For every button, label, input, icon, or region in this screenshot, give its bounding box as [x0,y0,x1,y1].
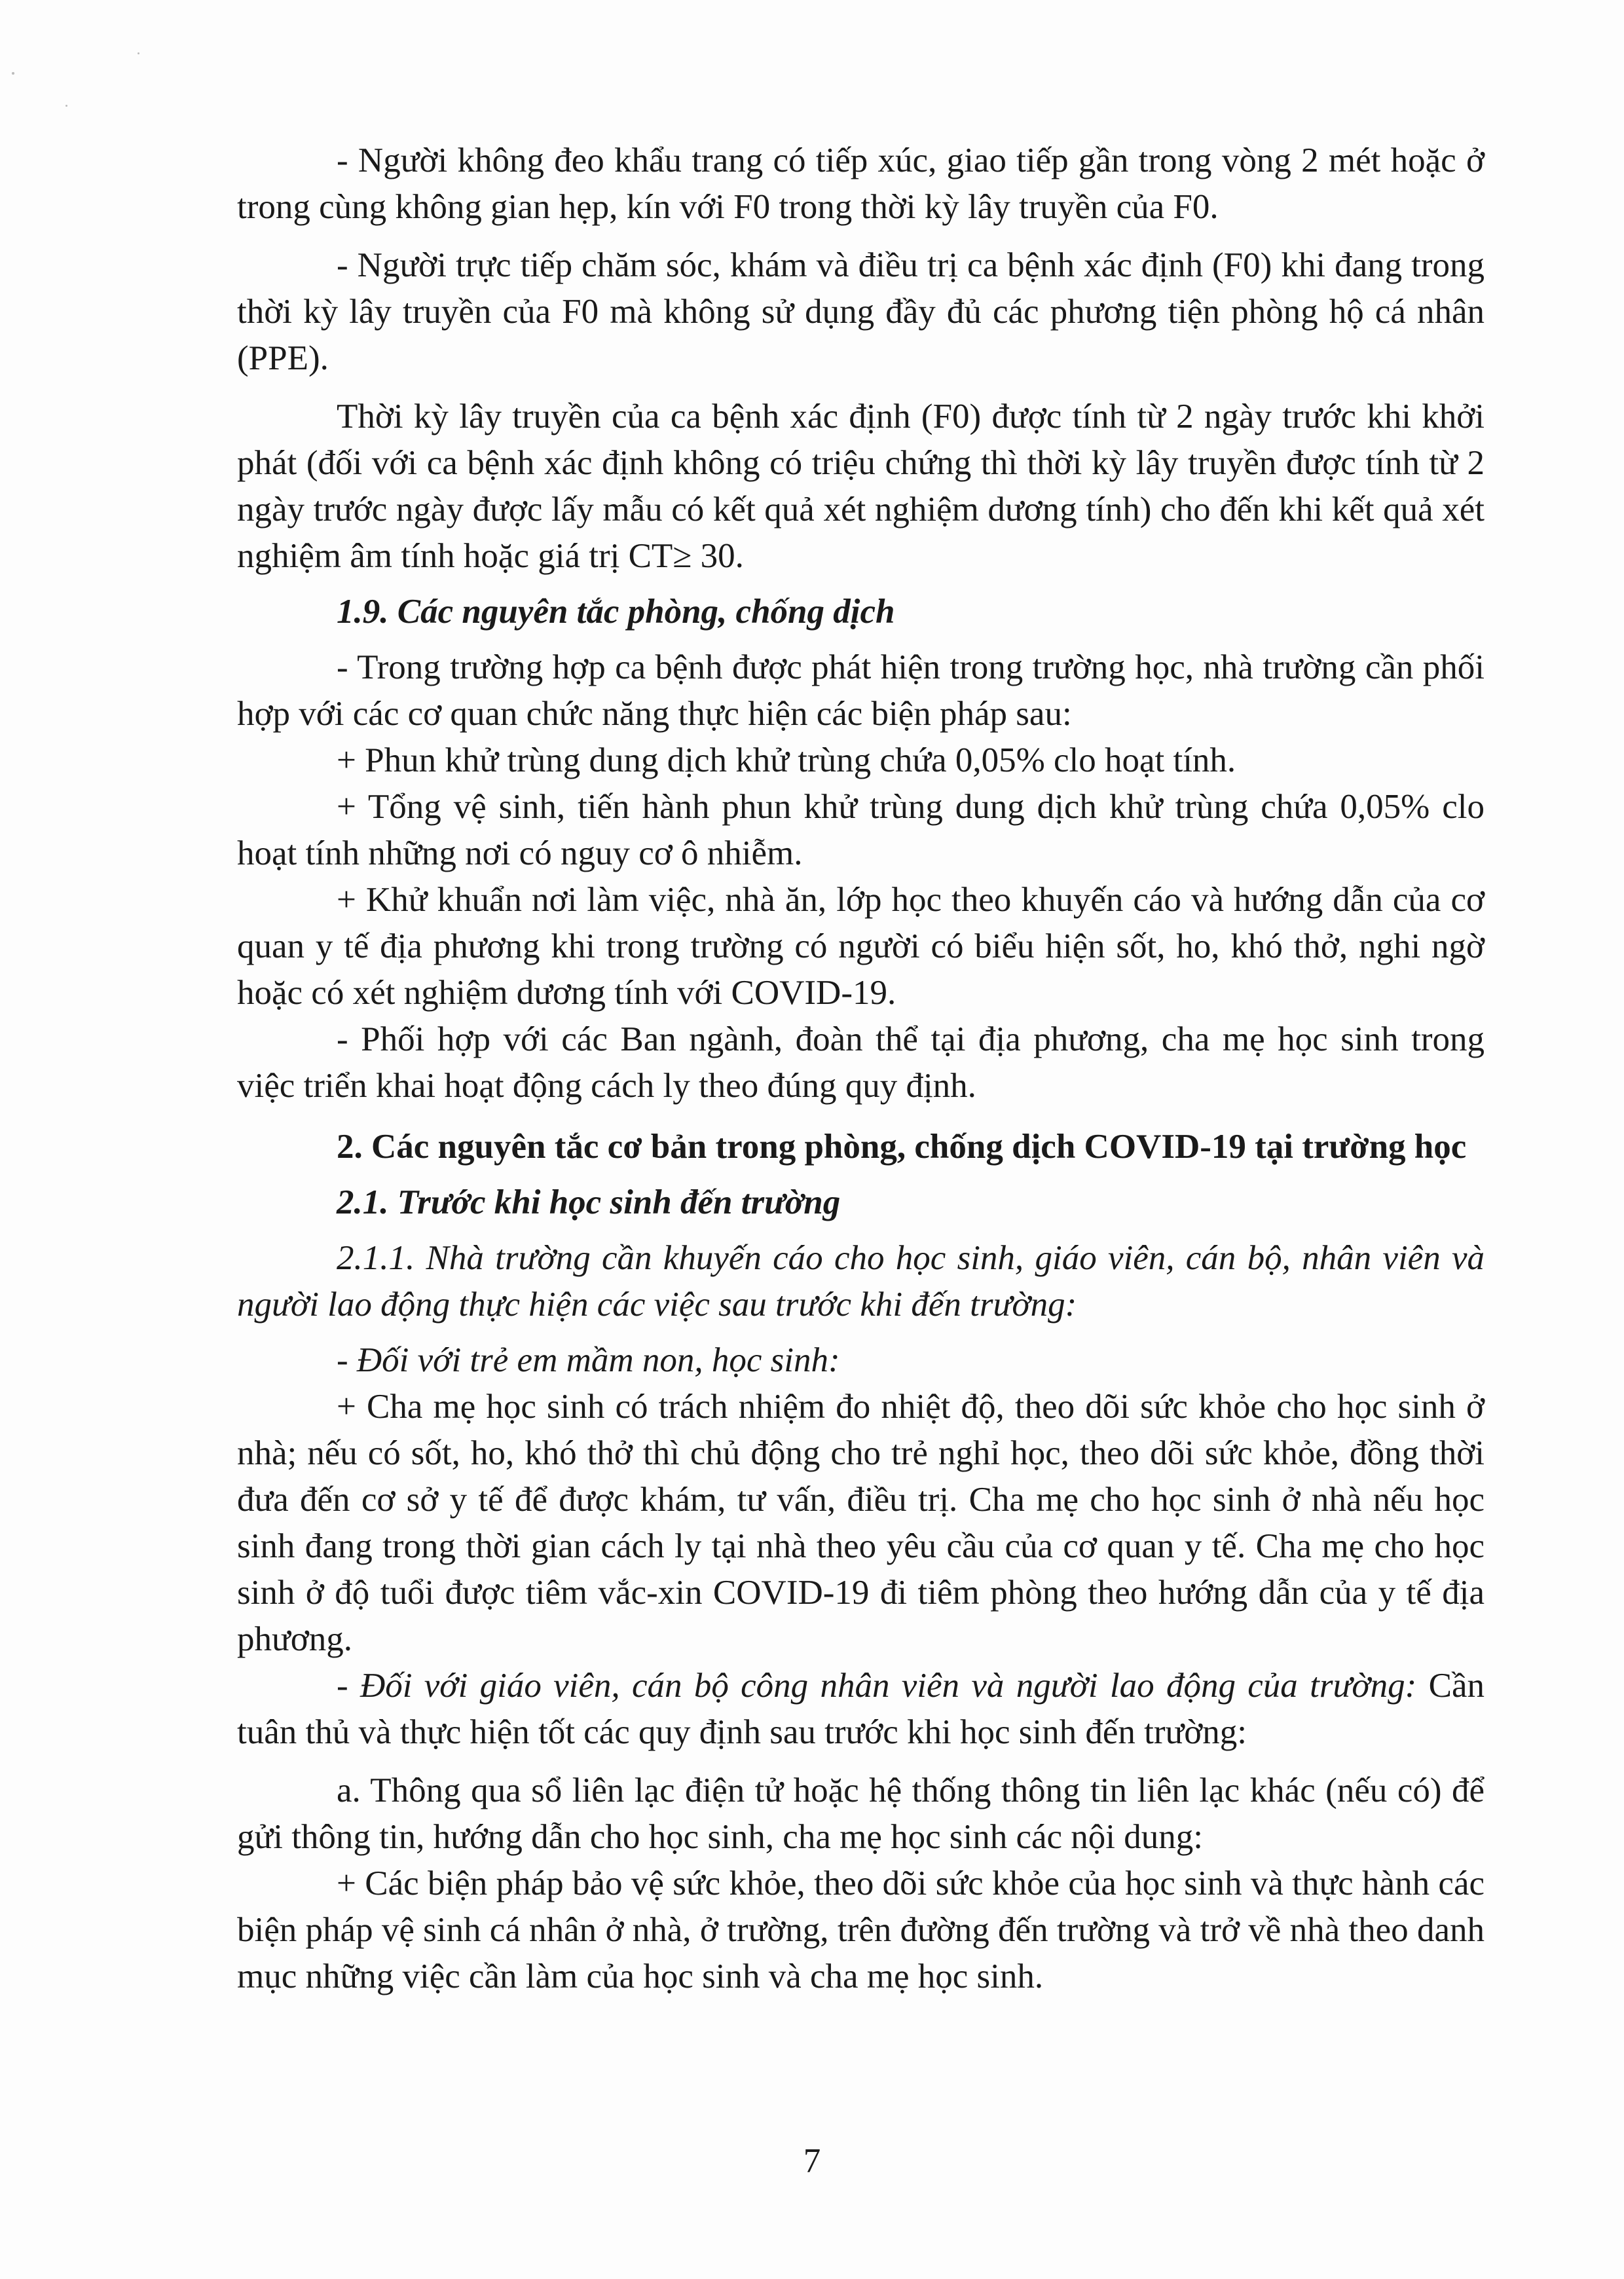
page-number: 7 [803,2142,821,2180]
paragraph-f1-caregiver: - Người trực tiếp chăm sóc, khám và điều trị ca bệnh xác định (F0) khi đang trong thời kỳ lây truyền của F0 mà không sử dụng đầy đủ các phương tiện phòng hộ cá nhân (PPE). [237,246,1485,377]
paragraph-health-measures: + Các biện pháp bảo vệ sức khỏe, theo dõi sức khỏe của học sinh và thực hành các biện pháp vệ sinh cá nhân ở nhà, ở trường, trên đường đến trường và trở về nhà theo danh mục những việc cần làm của học sinh và cha mẹ học sinh. [237,1864,1485,1995]
paragraph-parents-responsibility: + Cha mẹ học sinh có trách nhiệm đo nhiệt độ, theo dõi sức khỏe cho học sinh ở nhà; nếu có sốt, ho, khó thở thì chủ động cho trẻ nghỉ học, theo dõi sức khỏe, đồng thời đưa đến cơ sở y tế để được khám, tư vấn, điều trị. Cha mẹ cho học sinh ở nhà nếu học sinh đang trong thời gian cách ly tại nhà theo yêu cầu của cơ quan y tế. Cha mẹ cho học sinh ở độ tuổi được tiêm vắc-xin COVID-19 đi tiêm phòng theo hướng dẫn của y tế địa phương. [237,1388,1485,1658]
paragraph-coordinate-agencies: - Phối hợp với các Ban ngành, đoàn thể tại địa phương, cha mẹ học sinh trong việc triển khai hoạt động cách ly theo đúng quy định. [237,1020,1485,1105]
teachers-staff-label: - Đối với giáo viên, cán bộ công nhân viên và người lao động của trường: [337,1667,1417,1705]
heading-2-1: 2.1. Trước khi học sinh đến trường [337,1183,841,1221]
paragraph-children-students: - Đối với trẻ em mầm non, học sinh: [337,1341,840,1379]
paragraph-teachers-staff [237,1663,1485,1756]
paragraph-spray-disinfect: + Phun khử trùng dung dịch khử trùng chứa 0,05% clo hoạt tính. [337,741,1236,779]
paragraph-general-cleaning: + Tổng vệ sinh, tiến hành phun khử trùng dung dịch khử trùng chứa 0,05% clo hoạt tính những nơi có nguy cơ ô nhiễm. [237,788,1485,872]
scan-speck [12,72,14,75]
heading-2: 2. Các nguyên tắc cơ bản trong phòng, chống dịch COVID-19 tại trường học [337,1128,1467,1166]
paragraph-item-a: a. Thông qua sổ liên lạc điện tử hoặc hệ thống thông tin liên lạc khác (nếu có) để gửi thông tin, hướng dẫn cho học sinh, cha mẹ học sinh các nội dung: [237,1771,1485,1856]
paragraph-disinfect-workplace: + Khử khuẩn nơi làm việc, nhà ăn, lớp học theo khuyến cáo và hướng dẫn của cơ quan y tế địa phương khi trong trường có người có biểu hiện sốt, ho, khó thở, nghi ngờ hoặc có xét nghiệm dương tính với COVID-19. [237,881,1485,1012]
paragraph-f1-no-mask: - Người không đeo khẩu trang có tiếp xúc, giao tiếp gần trong vòng 2 mét hoặc ở trong cùng không gian hẹp, kín với F0 trong thời kỳ lây truyền của F0. [237,141,1485,226]
heading-1-9: 1.9. Các nguyên tắc phòng, chống dịch [337,593,895,631]
teachers-staff-text: Cần tuân thủ và thực hiện tốt các quy định sau trước khi học sinh đến trường: [237,1667,1485,1751]
paragraph-2-1-1: 2.1.1. Nhà trường cần khuyến cáo cho học sinh, giáo viên, cán bộ, nhân viên và người lao động thực hiện các việc sau trước khi đến trường: [237,1239,1485,1324]
scan-speck [138,52,139,54]
scan-speck [65,105,67,107]
document-body [237,138,1485,2000]
paragraph-school-case: - Trong trường hợp ca bệnh được phát hiện trong trường học, nhà trường cần phối hợp với các cơ quan chức năng thực hiện các biện pháp sau: [237,648,1485,733]
paragraph-infectious-period: Thời kỳ lây truyền của ca bệnh xác định (F0) được tính từ 2 ngày trước khi khởi phát (đối với ca bệnh xác định không có triệu chứng thì thời kỳ lây truyền được tính từ 2 ngày trước ngày được lấy mẫu có kết quả xét nghiệm dương tính) cho đến khi kết quả xét nghiệm âm tính hoặc giá trị CT≥ 30. [237,398,1485,575]
